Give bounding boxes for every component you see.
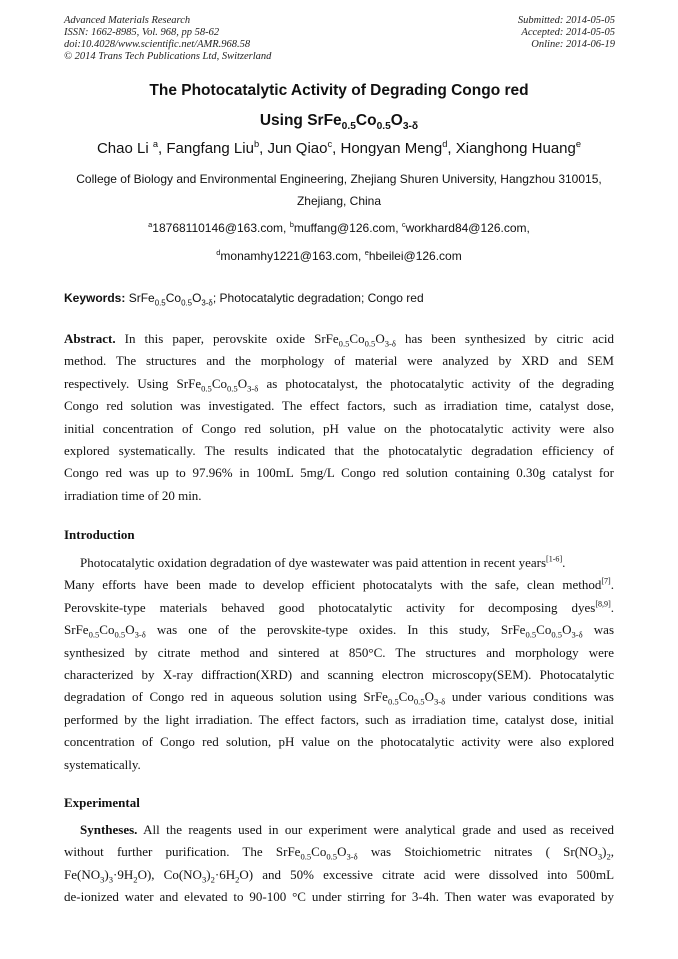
author-name: Fangfang Liu: [166, 140, 254, 157]
intro-line: [64, 686, 614, 708]
text: was: [582, 622, 615, 638]
sub: 0.5: [551, 629, 563, 640]
text: and 50% excessive citrate acid were dissolved into 500mL: [262, 866, 615, 882]
sub: 3-δ: [433, 696, 446, 707]
email-a: 18768110146@163.com,: [152, 221, 287, 235]
intro-line: synthesized by citrate method and sintered at 850°C. The structures and morphology were: [64, 644, 614, 660]
exp-line: without further purification. The $SrFe_{0.5}Co_{0.5}O_{3-\delta}$ was Stoichiometric nitrates ( $Sr(NO_3)_2$,: [64, 844, 615, 862]
formula-el: Co: [165, 291, 182, 305]
abstract-line: method. The structures and the morphology of material were analyzed by XRD and SEM: [64, 353, 614, 369]
exp-line: de-ionized water and elevated to 90-100 °C under stirring for 3-4h. Then water was evaporated by: [64, 889, 614, 905]
keywords: [64, 291, 424, 308]
sub: 0.5: [364, 338, 376, 349]
sub: 0.5: [227, 383, 238, 394]
abstract: [64, 328, 614, 507]
intro-line: Perovskite-type materials behaved good photocatalytic activity for decomposing dyes[8,9].: [64, 599, 614, 615]
sub: 3: [108, 874, 114, 885]
intro-line: performed by the light irradiation. The effect factors, such as irradiation time, catalyst dose, initial: [64, 711, 614, 727]
sub: 3: [100, 874, 105, 885]
text: In this paper, perovskite oxide: [115, 331, 315, 346]
sub: 0.5: [154, 298, 166, 308]
exp-line: [64, 819, 614, 841]
emails-line-1: [0, 221, 678, 235]
abstract-line: initial concentration of Congo red solution, pH value on the photocatalytic activity were also: [64, 420, 614, 436]
email-mark: e: [364, 248, 369, 257]
syntheses-label: Syntheses.: [80, 822, 138, 837]
text: without further purification. The: [64, 844, 276, 860]
text: under various conditions was: [445, 689, 614, 705]
email-e: hbeilei@126.com: [368, 249, 462, 263]
dates-header: [518, 15, 615, 51]
paper-title-line-1: The Photocatalytic Activity of Degrading Congo red: [149, 82, 529, 99]
introduction-body: [64, 552, 614, 776]
sub: 3-δ: [346, 851, 358, 862]
author-name: Chao Li: [96, 140, 149, 157]
citation: [7]: [601, 577, 611, 587]
sub: 0.5: [338, 338, 350, 349]
formula-el: Co: [536, 622, 552, 638]
text: O),: [137, 866, 155, 882]
sub: 0.5: [326, 851, 338, 862]
intro-line: concentration of Congo red solution, pH value on the photocatalytic activity were also explored: [64, 734, 614, 750]
formula-el: O: [237, 375, 248, 391]
affiliation-line-1: College of Biology and Environmental Engineering, Zhejiang Shuren University, Hangzhou 310015,: [76, 172, 602, 186]
abstract-line: Congo red was up to 97.96% in 100mL 5mg/L Congo red solution containing 0.30g catalyst for: [64, 465, 614, 481]
introduction-heading: Introduction: [64, 527, 135, 542]
email-mark: c: [401, 220, 406, 229]
sub: 3-δ: [402, 121, 419, 133]
formula-el: Sr: [314, 331, 326, 346]
formula-el: Fe: [140, 291, 155, 305]
text: ): [104, 866, 109, 882]
email-mark: a: [148, 220, 153, 229]
formula-el: O: [337, 844, 347, 860]
sub: 0.5: [88, 629, 100, 640]
text: respectively. Using: [64, 375, 177, 391]
sub: 0.5: [341, 121, 356, 133]
email-mark: d: [216, 248, 221, 257]
text: degradation of Congo red in aqueous solution using: [64, 689, 364, 705]
text: as photocatalyst, the photocatalytic activity of the degrading: [258, 375, 614, 391]
formula-el: Sr: [128, 291, 141, 305]
sub: 3-δ: [571, 629, 583, 640]
author-name: Xianghong Huang: [455, 140, 576, 157]
email-b: muffang@126.com,: [293, 221, 399, 235]
text: O): [239, 866, 254, 882]
sub: 3-δ: [201, 298, 213, 308]
text: All the reagents used in our experiment were analytical grade and used as received: [137, 822, 614, 837]
intro-line: characterized by X-ray diffraction(XRD) and scanning electron microscopy(SEM). Photocatalytic: [64, 666, 614, 682]
text: Many efforts have been made to develop efficient photocatalyts with the safe, clean method: [64, 577, 602, 593]
sub: 3-δ: [384, 338, 396, 349]
intro-line: systematically.: [64, 756, 141, 772]
journal-name: Advanced Materials Research: [64, 15, 191, 26]
formula-el: Co: [349, 331, 365, 346]
sub: 3-δ: [134, 629, 146, 640]
exp-line: [64, 864, 614, 886]
sub: 2: [133, 874, 138, 885]
text: Fe(NO: [64, 866, 101, 882]
text: was one of the perovskite-type oxides. In this study,: [145, 622, 501, 638]
keywords-rest: ; Photocatalytic degradation; Congo red: [212, 291, 424, 305]
formula-el: Sr: [363, 689, 375, 705]
abstract-line: explored systematically. The results indicated that the photocatalytic degradation efficiency of: [64, 442, 614, 458]
sub: 0.5: [376, 121, 391, 133]
author-list: Chao Li $^a$, Fangfang Liu$^b$, Jun Qiao$^c$, Hongyan Meng$^d$, Xianghong Huang$^e$: [96, 139, 582, 157]
experimental-heading: Experimental: [64, 795, 140, 810]
formula-el: O: [192, 291, 202, 305]
intro-line: [64, 619, 614, 641]
abstract-line: [64, 373, 614, 395]
text: has been synthesized by citric acid: [395, 331, 614, 346]
intro-line: Many efforts have been made to develop efficient photocatalyts with the safe, clean method[7].: [64, 577, 614, 593]
author-name: Hongyan Meng: [340, 140, 443, 157]
accepted-date: Accepted: 2014-05-05: [521, 27, 615, 38]
copyright-line: © 2014 Trans Tech Publications Ltd, Switzerland: [64, 51, 272, 62]
sub: 3: [201, 874, 207, 885]
issn-line: ISSN: 1662-8985, Vol. 968, pp 58-62: [64, 27, 220, 38]
keywords-label: Keywords:: [64, 291, 126, 305]
author-mark: b: [253, 139, 260, 149]
author-mark: a: [152, 139, 159, 149]
formula-el: Co: [311, 844, 327, 860]
affiliation-line-2: Zhejiang, China: [296, 194, 382, 208]
formula-el: O: [390, 112, 403, 129]
sub: 0.5: [181, 298, 193, 308]
formula-el: Sr: [176, 375, 189, 391]
email-d: monamhy1221@163.com,: [220, 249, 362, 263]
citation: [8,9]: [595, 599, 611, 609]
abstract-line: Congo red solution was investigated. The effect factors, such as irradiation time, catalyst dose,: [64, 398, 614, 414]
text: ·6H: [214, 866, 236, 882]
sub: 0.5: [300, 851, 312, 862]
author-mark: e: [575, 139, 582, 149]
author-mark: c: [327, 139, 333, 149]
formula-el: O: [375, 331, 385, 346]
text: ): [206, 866, 211, 882]
text: was Stoichiometric nitrates ( Sr(NO: [357, 844, 598, 860]
formula-el: Fe: [75, 622, 89, 638]
abstract-line: [64, 328, 614, 350]
formula-el: Fe: [512, 622, 526, 638]
formula-el: Sr: [275, 844, 288, 860]
text: ·9H: [113, 866, 134, 882]
sub: 0.5: [525, 629, 537, 640]
formula-el: Co: [355, 112, 377, 129]
sub: 2: [210, 874, 215, 885]
citation: [1-6]: [546, 554, 563, 564]
formula-el: Fe: [188, 375, 202, 391]
doi-line: doi:10.4028/www.scientific.net/AMR.968.58: [64, 39, 251, 50]
emails-line-2: [0, 249, 678, 263]
author-name: Jun Qiao: [267, 140, 328, 157]
formula-el: Co: [99, 622, 115, 638]
formula-el: Fe: [287, 844, 301, 860]
formula-el: O: [125, 622, 135, 638]
text: ): [602, 844, 607, 860]
sub: 3: [597, 851, 603, 862]
formula-el: O: [562, 622, 572, 638]
sub: 2: [606, 851, 611, 862]
sub: 2: [235, 874, 240, 885]
abstract-label: Abstract.: [64, 331, 116, 346]
journal-header: [64, 15, 271, 63]
online-date: Online: 2014-06-19: [531, 39, 615, 50]
text: Photocatalytic oxidation degradation of dye wastewater was paid attention in recent years: [80, 555, 547, 570]
email-mark: b: [289, 220, 294, 229]
formula-el: Fe: [325, 331, 339, 346]
title-using-srfe: Using SrFe: [259, 112, 342, 129]
email-c: workhard84@126.com,: [405, 221, 530, 235]
sub: 0.5: [413, 696, 425, 707]
text: Perovskite-type materials behaved good photocatalytic activity for decomposing dyes: [64, 599, 596, 615]
formula-el: Co: [211, 375, 227, 391]
intro-line: Photocatalytic oxidation degradation of dye wastewater was paid attention in recent years[1-6].: [80, 554, 566, 570]
text: Co(NO: [163, 866, 202, 882]
sub: 0.5: [387, 696, 399, 707]
formula-el: Fe: [374, 689, 388, 705]
formula-el: Sr: [64, 622, 76, 638]
author-mark: d: [442, 139, 448, 149]
formula-el: Co: [398, 689, 414, 705]
submitted-date: Submitted: 2014-05-05: [517, 15, 615, 26]
formula-el: Sr: [500, 622, 513, 638]
sub: 3-δ: [247, 383, 259, 394]
sub: 0.5: [201, 383, 212, 394]
paper-title-line-2: [0, 112, 678, 133]
abstract-line: irradiation time of 20 min.: [64, 487, 202, 503]
experimental-body: [64, 819, 614, 909]
formula-el: O: [424, 689, 434, 705]
sub: 0.5: [114, 629, 126, 640]
